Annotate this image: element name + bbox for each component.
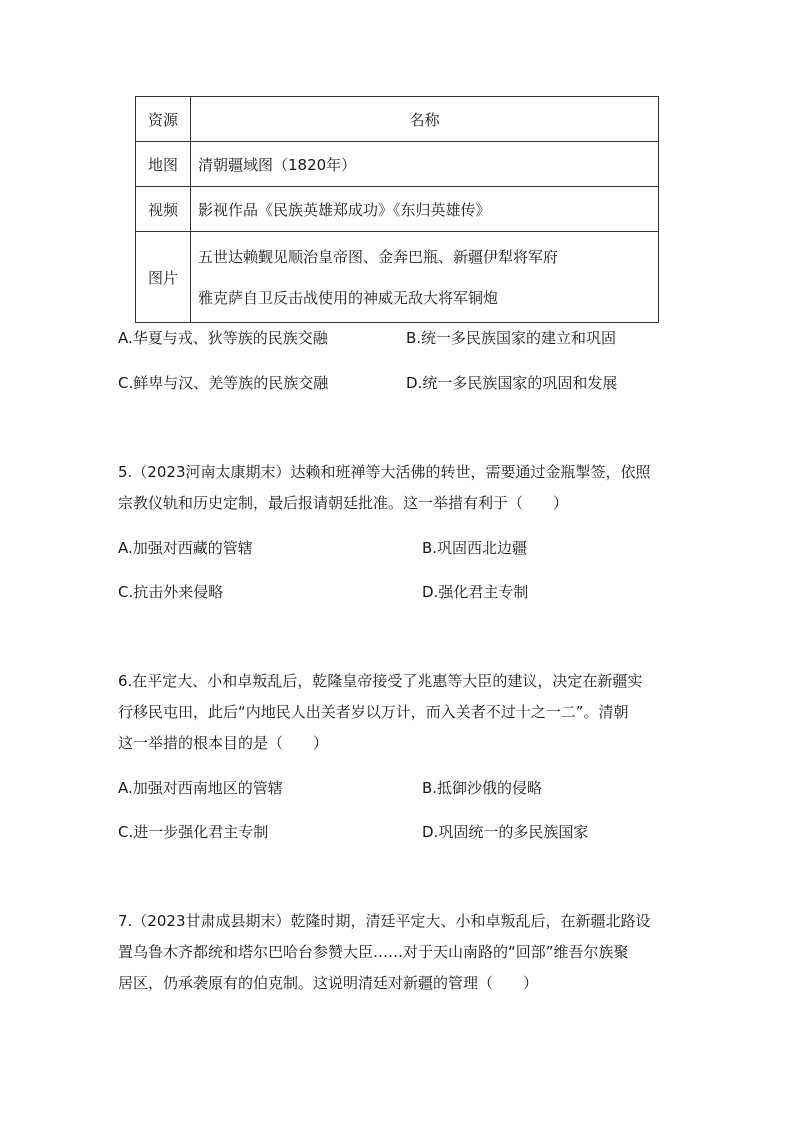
row-type: 图片 xyxy=(136,232,191,323)
header-name: 名称 xyxy=(191,97,659,142)
q6-line: 这一举措的根本目的是（ ） xyxy=(118,734,329,752)
table-row xyxy=(136,232,659,323)
q7-line: 7.（2023甘肃成县期末）乾隆时期，清廷平定大、小和卓叛乱后，在新疆北路设 xyxy=(118,912,651,930)
q7-stem xyxy=(118,906,678,999)
table-header-row xyxy=(136,97,659,142)
q5-line: 宗教仪轨和历史定制，最后报请朝廷批准。这一举措有利于（ ） xyxy=(118,494,569,512)
row-name-line: 五世达赖觐见顺治皇帝图、金奔巴瓶、新疆伊犁将军府 xyxy=(198,248,559,266)
q6-line: 行移民屯田，此后“内地民人出关者岁以万计，而入关者不过十之一二”。清朝 xyxy=(118,703,629,721)
row-name: 清朝疆域图（1820年） xyxy=(191,142,659,187)
q5-option-b[interactable]: B.巩固西北边疆 xyxy=(422,539,528,557)
q5-option-d[interactable]: D.强化君主专制 xyxy=(422,583,529,601)
q6-option-c[interactable]: C.进一步强化君主专制 xyxy=(118,823,269,841)
header-resource: 资源 xyxy=(136,97,191,142)
q5-stem xyxy=(118,457,678,519)
q4-option-d[interactable]: D.统一多民族国家的巩固和发展 xyxy=(406,374,618,392)
row-name: 影视作品《民族英雄郑成功》《东归英雄传》 xyxy=(191,187,659,232)
q6-option-d[interactable]: D.巩固统一的多民族国家 xyxy=(422,823,589,841)
q6-option-b[interactable]: B.抵御沙俄的侵略 xyxy=(422,779,543,797)
q5-option-c[interactable]: C.抗击外来侵略 xyxy=(118,583,224,601)
resource-table xyxy=(135,96,659,323)
table-row xyxy=(136,187,659,232)
q5-line: 5.（2023河南太康期末）达赖和班禅等大活佛的转世，需要通过金瓶掣签，依照 xyxy=(118,463,651,481)
q6-stem xyxy=(118,666,678,759)
q4-option-c[interactable]: C.鲜卑与汉、羌等族的民族交融 xyxy=(118,374,329,392)
q7-line: 居区，仍承袭原有的伯克制。这说明清廷对新疆的管理（ ） xyxy=(118,974,539,992)
row-name-multiline xyxy=(191,232,659,323)
row-type: 地图 xyxy=(136,142,191,187)
row-name-line: 雅克萨自卫反击战使用的神威无敌大将军铜炮 xyxy=(198,289,499,307)
q6-option-a[interactable]: A.加强对西南地区的管辖 xyxy=(118,779,283,797)
table-row xyxy=(136,142,659,187)
row-type: 视频 xyxy=(136,187,191,232)
q6-line: 6.在平定大、小和卓叛乱后，乾隆皇帝接受了兆惠等大臣的建议，决定在新疆实 xyxy=(118,672,643,690)
q7-line: 置乌鲁木齐都统和塔尔巴哈台参赞大臣……对于天山南路的“回部”维吾尔族聚 xyxy=(118,943,629,961)
q4-option-a[interactable]: A.华夏与戎、狄等族的民族交融 xyxy=(118,329,328,347)
q4-option-b[interactable]: B.统一多民族国家的建立和巩固 xyxy=(406,329,617,347)
q5-option-a[interactable]: A.加强对西藏的管辖 xyxy=(118,539,253,557)
